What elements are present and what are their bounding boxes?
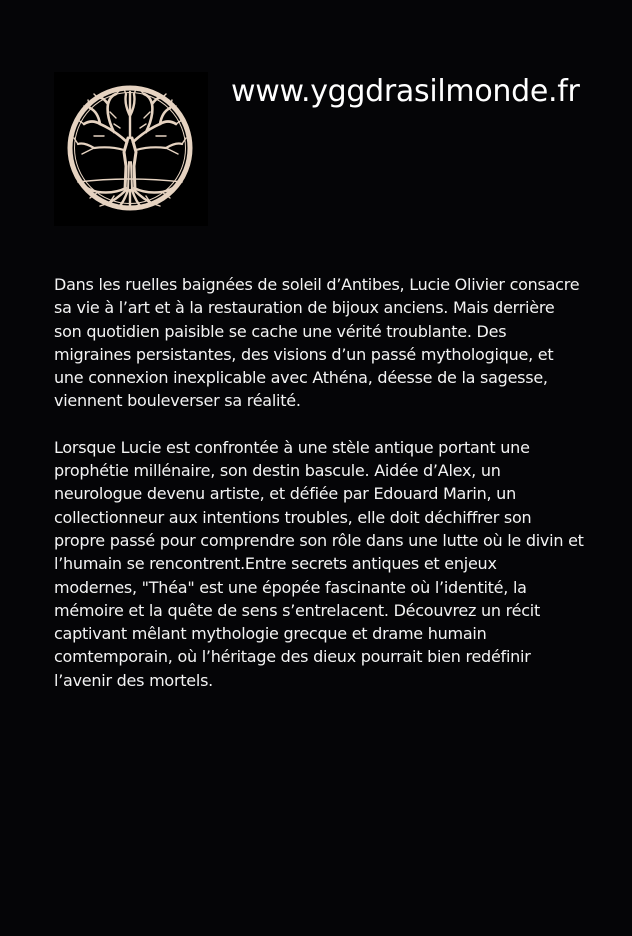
synopsis-paragraph: Dans les ruelles baignées de soleil d’Antibes, Lucie Olivier consacre sa vie à l’art et à la restauration de bijoux anciens. Mais derrière son quotidien paisible se cache une vérité troublante. Des migraines persistantes, des visions d’un passé mythologique, et une connexion inexplicable avec Athéna, déesse de la sagesse, viennent bouleverser sa réalité. xyxy=(54,275,580,411)
book-synopsis xyxy=(54,273,584,692)
tree-of-life-icon xyxy=(54,72,208,226)
logo xyxy=(54,72,208,226)
synopsis-paragraph: Lorsque Lucie est confrontée à une stèle antique portant une prophétie millénaire, son destin bascule. Aidée d’Alex, un neurologue devenu artiste, et défiée par Edouard Marin, un collectionneur aux intentions troubles, elle doit déchiffrer son propre passé pour comprendre son rôle dans une lutte où le divin et l’humain se rencontrent.Entre secrets antiques et enjeux modernes, "Théa" est une épopée fascinante où l’identité, la mémoire et la quête de sens s’entrelacent. Découvrez un récit captivant mêlant mythologie grecque et drame humain comtemporain, où l’héritage des dieux pourrait bien redéfinir l’avenir des mortels. xyxy=(54,437,584,690)
website-url[interactable]: www.yggdrasilmonde.fr xyxy=(231,74,580,109)
